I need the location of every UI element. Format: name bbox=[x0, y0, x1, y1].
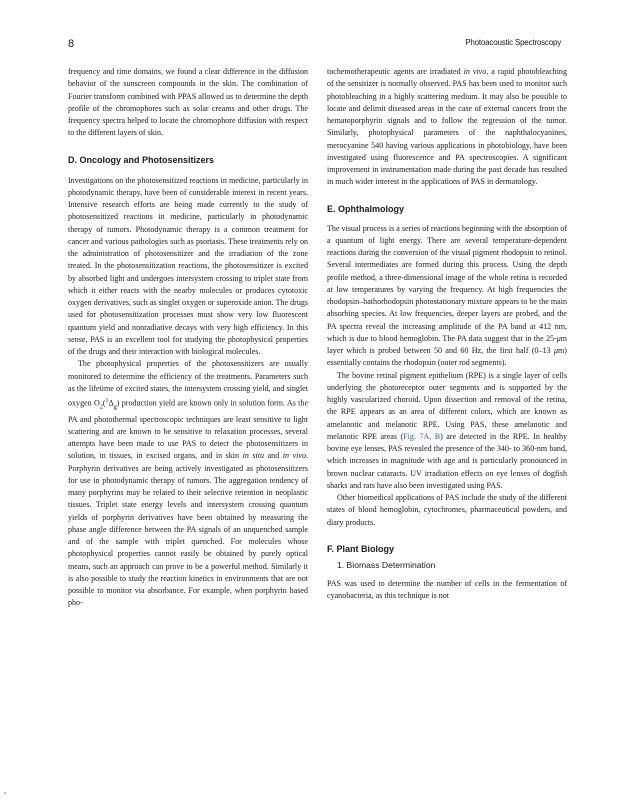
text-run: , a rapid photobleaching of the sensitizer is normally observed. PAS has been used to monitor such photobleaching in a highly scattering medium. It may also be possible to locate and delimit diseased areas in the case of external cancers from the hematoporphyrin signals and to follow the regression of the tumor. Similarly, photophysical parameters of the naphthalocyanines, merocyanine 540 having various applications in photobiology, have been investigated using fluorescence and PA spectroscopies. A significant improvement in instrumentation made during the past decade has resulted in much wider interest in the applications of PAS in dermatology. bbox=[327, 67, 567, 187]
mu-symbol: μ bbox=[556, 333, 561, 343]
text-run: The visual process is a series of reactions beginning with the absorption of a quantum of light energy. There are several temperature-dependent reactions during the conversion of the visual pigment rhodopsin to retinol. Several intermediates are formed during this process. Using the depth profile method, a three-dimensional image of the whole retina is recorded at low temperatures by varying the frequency. At high frequencies the rhodopsin–bathorhodopsin photostationary mixture appears to be the main absorbing species. At low frequencies, deeper layers are probed, and the PA spectra reveal the increasing amplitude of the PA band at 412 nm, which is due to blood hemoglobin. The PA data suggest that in the 25- bbox=[327, 223, 568, 343]
section-heading-ophthalmology: E. Ophthalmology bbox=[327, 203, 405, 214]
oxygen-symbol: O bbox=[94, 398, 100, 408]
section-heading-oncology: D. Oncology and Photosensitizers bbox=[68, 154, 215, 165]
text-run: The bovine retinal pigment epithelium (RPE) is a single layer of cells underlying the photoreceptor outer segments and is supported by the highly vascularized choroid. Upon dissection and removal of the retina, the RPE appears as an area of different colors, which are known as amelanotic and melanotic RPE. Using PAS, these amelanotic and melanotic RPE areas ( bbox=[327, 370, 567, 441]
text-run: tochemotherapeutic agents are irradiated bbox=[327, 67, 464, 76]
left-paragraph-3 bbox=[68, 358, 308, 609]
text-run: production yield are known only in solution form. As the PA and photothermal spectroscopic techniques are least sensitive to light scattering and are known to be sensitive to relaxation processes, several attempts have been made to use PAS to detect the photosensitizers in solution, in tissues, in excised organs, and in skin bbox=[68, 398, 309, 461]
page-number: 8 bbox=[68, 38, 75, 50]
text-run: ) are detected in the RPE. In healthy bovine eye lenses, PAS revealed the presence of the 340- to 360-nm band, which increases in magnitude with age and is particularly pronounced in brown nuclear cataracts. UV irradiation effects on eye lenses of dogfish sharks and rats have also been investigated using PAS. bbox=[327, 431, 568, 490]
text-run: m layer which is probed between 50 and 60 Hz, the first half (0–13 bbox=[327, 333, 567, 355]
left-column bbox=[68, 66, 308, 610]
delta-subscript: g bbox=[113, 404, 117, 411]
subsection-heading-biomass: 1. Biomass Determination bbox=[337, 559, 436, 570]
text-run: . Porphyrin derivatives are being actively investigated as photosensitizers for use in photodynamic therapy of tumors. The aggregation tendency of many porphyrins may be related to their selective retention in neoplastic tissues. Triplet state energy levels and intersystem crossing quantum yields of porphyrin derivatives have been obtained by measuring the phase angle difference between the PA signals of an unquenched sample and of the sample with triplet quenched. For molecules whose photophysical properties cannot easily be obtained by purely optical means, such an approach can prove to be a powerful method. Similarly it is also possible to study the reaction kinetics in environments that are not possible to monitor via absorbance. For example, when porphyrin based pho- bbox=[68, 451, 308, 608]
figure-link[interactable]: Fig. 7A, B bbox=[403, 431, 441, 441]
delta-superscript: 1 bbox=[105, 398, 109, 404]
left-paragraph-1: frequency and time domains, we found a clear difference in the diffusion behavior of the sunscreen compounds in the skin. The combination of Fourier transform combined with PPAS allowed us to determine the depth profile of the chromophores such as solar creams and other drugs. The frequency spectra helped to locate the chromophore diffusion with respect to the different layers of skin. bbox=[68, 67, 308, 138]
italic-term: in situ bbox=[242, 451, 265, 461]
delta-symbol: Δ bbox=[108, 398, 114, 408]
italic-term: in vivo bbox=[282, 451, 306, 461]
delta-close: ) bbox=[116, 398, 120, 408]
oxygen-subscript: 2 bbox=[99, 404, 103, 411]
italic-term: in vivo bbox=[463, 67, 487, 76]
text-run: m) essentially contains the rhodopsin (outer rod segments). bbox=[327, 346, 567, 368]
right-paragraph-1 bbox=[327, 66, 567, 189]
section-heading-plant-biology: F. Plant Biology bbox=[327, 543, 395, 554]
right-column bbox=[327, 66, 567, 602]
running-head: Photoacoustic Spectroscopy bbox=[465, 38, 561, 47]
text-run: The photophysical properties of the photosensitizers are usually monitored to determine the efficiency of the treatments. Parameters such as the lifetime of excited states, the intersystem crossing yield, and singlet oxygen bbox=[68, 359, 308, 408]
mu-symbol: μ bbox=[554, 346, 559, 355]
text-run: and bbox=[264, 451, 283, 461]
delta-open: ( bbox=[102, 398, 106, 408]
right-paragraph-3 bbox=[327, 370, 567, 493]
scan-mark bbox=[4, 792, 6, 794]
left-paragraph-2: Investigations on the photosensitized reactions in medicine, particularly in photodynamic therapy, have been of considerable interest in recent years. Intensive research efforts are being made currently to the study of photosensitized reactions in medicine, particularly in photodynamic therapy of tumors. Photodynamic therapy is a common treatment for cancer and various pathologies such as psoriasis. These treatments rely on the administration of photosensitizer and the irradiation of the zone treated. In the photosensitization reactions, the photosensitizer is excited by absorbed light and undergoes intersystem crossing to triplet state from which it either reacts with the nearby molecules or produces cytotoxic oxygen derivatives, such as singlet oxygen or superoxide anion. The drugs used for photosensitization processes must show very low fluorescent quantum yield and nonradiative decays with very high efficiency. In this sense, PAS is an excellent tool for studying the photophysical properties of the drugs and their interaction with biological molecules. bbox=[68, 175, 308, 356]
right-paragraph-4: Other biomedical applications of PAS include the study of the different states of blood hemoglobin, cytochromes, pharmaceutical powders, and diary products. bbox=[327, 493, 567, 527]
right-paragraph-2 bbox=[327, 223, 567, 370]
right-paragraph-5: PAS was used to determine the number of cells in the fermentation of cyanobacteria, as this technique is not bbox=[327, 578, 567, 600]
